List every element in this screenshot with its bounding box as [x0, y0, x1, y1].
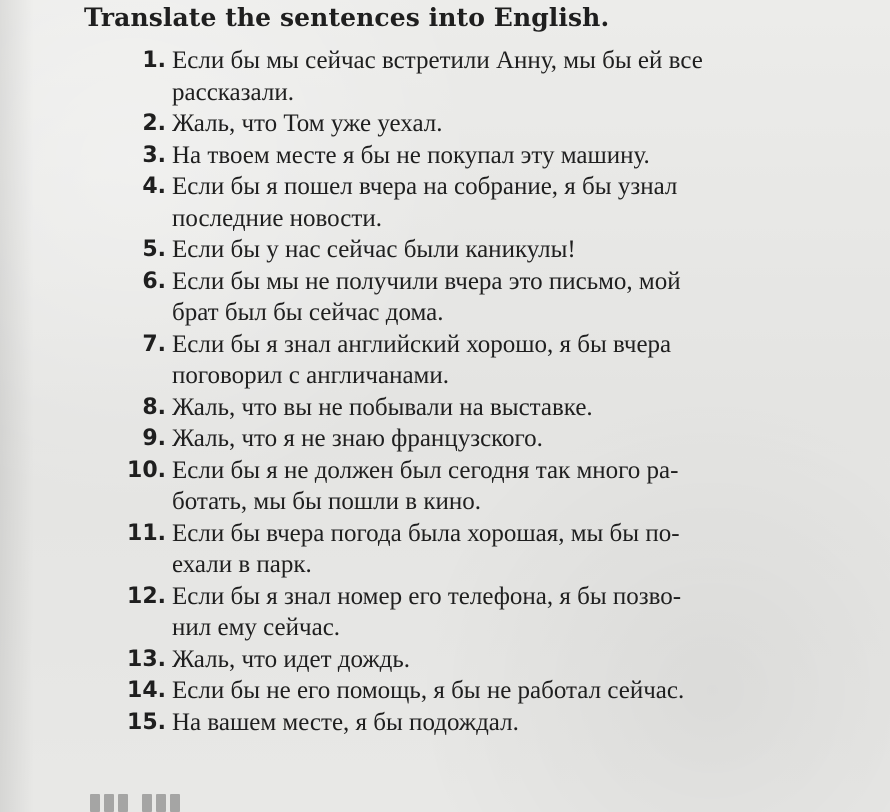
- exercise-item-number: 8.: [142, 394, 166, 420]
- exercise-item-number: 2.: [142, 111, 166, 136]
- exercise-item-number: 9.: [142, 426, 166, 451]
- exercise-item-number: 5.: [142, 237, 166, 262]
- exercise-item-number: 3.: [142, 142, 166, 168]
- exercise-item-text-line: Жаль, что вы не побывали на выставке.: [172, 393, 593, 421]
- exercise-item-6: [142, 266, 832, 329]
- exercise-item-text-line: Если бы я знал английский хорошо, я бы вчера: [172, 330, 672, 358]
- exercise-item-4: [142, 171, 832, 234]
- exercise-item-8: [142, 392, 832, 424]
- exercise-item-3: [142, 140, 832, 172]
- exercise-item-number: 13.: [127, 646, 166, 672]
- exercise-item-text-line: нил ему сейчас.: [172, 614, 341, 641]
- exercise-item-text-line: последние новости.: [172, 204, 382, 232]
- exercise-item-text-line: Если бы не его помощь, я бы не работал сейчас.: [172, 677, 685, 704]
- exercise-item-12: [127, 581, 832, 644]
- exercise-item-text-line: Жаль, что Том уже уехал.: [172, 110, 443, 137]
- exercise-item-9: [142, 423, 832, 455]
- exercise-item-10: [127, 455, 832, 518]
- exercise-item-text-line: ехали в парк.: [172, 551, 312, 578]
- exercise-item-text-line: Если бы я знал номер его телефона, я бы позво-: [172, 582, 682, 610]
- exercise-item-5: [142, 234, 832, 266]
- exercise-item-number: 7.: [142, 331, 166, 357]
- exercise-item-number: 4.: [142, 174, 166, 199]
- exercise-item-text-line: Жаль, что я не знаю французского.: [172, 425, 543, 452]
- exercise-item-text-line: Если бы вчера погода была хорошая, мы бы по-: [172, 519, 680, 547]
- exercise-item-text-line: поговорил с англичанами.: [172, 362, 450, 389]
- page-gutter-shadow: [0, 0, 34, 812]
- exercise-item-15: [127, 707, 832, 739]
- exercise-item-14: [127, 675, 832, 707]
- exercise-list: [127, 45, 832, 738]
- exercise-item-number: 10.: [127, 457, 166, 483]
- exercise-item-number: 15.: [127, 709, 166, 735]
- exercise-item-text-line: Если бы я не должен был сегодня так много ра-: [172, 456, 679, 484]
- exercise-item-7: [142, 329, 832, 392]
- exercise-item-number: 1.: [142, 48, 166, 73]
- exercise-item-text-line: Если бы мы сейчас встретили Анну, мы бы ей все: [172, 47, 703, 74]
- exercise-item-text-line: брат был бы сейчас дома.: [172, 299, 444, 326]
- exercise-item-number: 14.: [127, 678, 166, 703]
- exercise-item-text-line: Жаль, что идет дождь.: [172, 645, 411, 673]
- exercise-item-text-line: Если бы у нас сейчас были каникулы!: [172, 236, 576, 263]
- exercise-item-text-line: На вашем месте, я бы подождал.: [172, 708, 519, 736]
- exercise-item-text-line: рассказали.: [172, 78, 294, 106]
- exercise-item-number: 11.: [127, 520, 166, 546]
- exercise-heading: Translate the sentences into English.: [84, 3, 610, 32]
- exercise-item-text-line: На твоем месте я бы не покупал эту машину.: [172, 141, 650, 169]
- exercise-item-1: [142, 45, 832, 108]
- exercise-item-13: [127, 644, 832, 676]
- exercise-item-text-line: ботать, мы бы пошли в кино.: [172, 488, 481, 515]
- cropped-next-heading-fragment: [90, 790, 260, 812]
- exercise-item-11: [127, 518, 832, 581]
- exercise-item-number: 6.: [142, 268, 166, 294]
- exercise-item-number: 12.: [127, 583, 166, 609]
- exercise-item-2: [142, 108, 832, 140]
- exercise-item-text-line: Если бы мы не получили вчера это письмо, мой: [172, 267, 681, 295]
- exercise-item-text-line: Если бы я пошел вчера на собрание, я бы узнал: [172, 173, 678, 200]
